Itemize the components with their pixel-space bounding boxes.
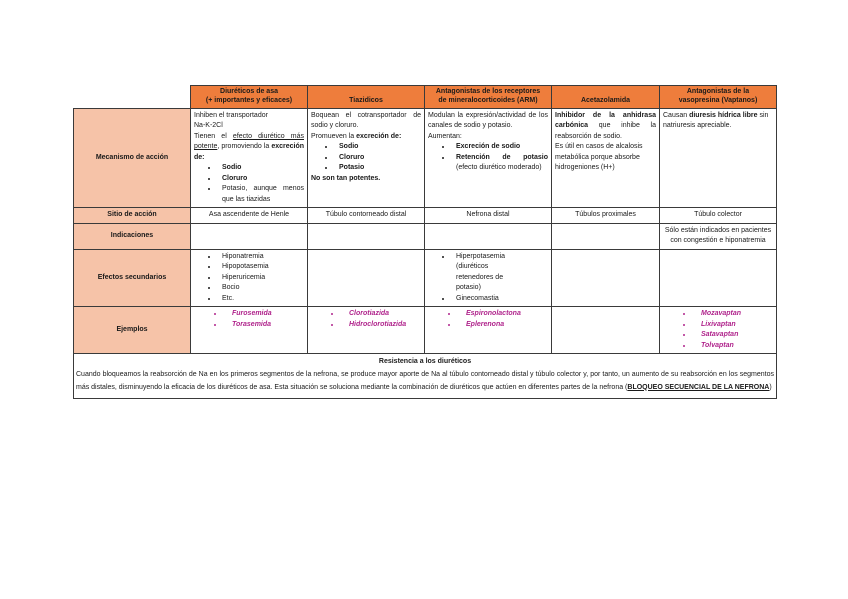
- row-label-sitio: Sitio de acción: [74, 208, 191, 224]
- list-item: • Sodio: [218, 163, 304, 174]
- row-label-ejemplos: Ejemplos: [74, 307, 191, 354]
- row-sitio: [74, 208, 777, 224]
- list-item: • Lixivaptan: [693, 320, 773, 331]
- cell-ejemplos-tiaz: [308, 307, 425, 354]
- list-item: • Potasio: [335, 163, 421, 174]
- list-item: • Espironolactona: [458, 309, 548, 320]
- row-label-efectos: Efectos secundarios: [74, 249, 191, 307]
- cell-mecanismo-asa: Inhiben el transportador Na-K-2Cl Tienen el efecto diurético más potente, promoviendo la excreción de: • Sodio • Cloruro • Potasio, aunque menos que las tiazidas: [191, 108, 308, 208]
- list-item: • Potasio, aunque menos que las tiazidas: [218, 184, 304, 205]
- header-arm: Antagonistas de los receptores de mineralocorticoides (ARM): [425, 86, 552, 109]
- header-acetazolamide: Acetazolamida: [552, 86, 660, 109]
- header-thiazides: Tiazidicos: [308, 86, 425, 109]
- row-resistencia: [74, 354, 777, 399]
- list-item: • Bocio: [218, 283, 304, 294]
- row-efectos: [74, 249, 777, 307]
- cell-mecanismo-arm: Modulan la expresión/actividad de los canales de sodio y potasio. Aumentan: • Excreción de sodio • Retención de potasio (efecto diurético moderado): [425, 108, 552, 208]
- corner-cell: [74, 86, 191, 109]
- diuretics-table: [73, 85, 777, 399]
- arm-examples-list: [428, 309, 548, 330]
- asa-examples-list: [194, 309, 304, 330]
- cell-ejemplos-acet: [552, 307, 660, 354]
- list-item: • Cloruro: [335, 153, 421, 164]
- cell-efectos-asa: [191, 249, 308, 307]
- row-indicaciones: [74, 223, 777, 249]
- cell-sitio-arm: Nefrona distal: [425, 208, 552, 224]
- list-item: • Retención de potasio (efecto diurético moderado): [452, 153, 548, 174]
- asa-side-effects-list: [194, 252, 304, 305]
- cell-sitio-vap: Túbulo colector: [660, 208, 777, 224]
- cell-sitio-asa: Asa ascendente de Henle: [191, 208, 308, 224]
- cell-sitio-acet: Túbulos proximales: [552, 208, 660, 224]
- list-item: • Hipopotasemia: [218, 262, 304, 273]
- list-item: • Hidroclorotiazida: [341, 320, 421, 331]
- list-item: • Ginecomastia: [452, 294, 510, 305]
- cell-ejemplos-arm: [425, 307, 552, 354]
- row-label-mecanismo: Mecanismo de acción: [74, 108, 191, 208]
- cell-indicaciones-asa: [191, 223, 308, 249]
- list-item: • Mozavaptan: [693, 309, 773, 320]
- resistencia-text: Cuando bloqueamos la reabsorción de Na en los primeros segmentos de la nefrona, se produce mayor aporte de Na al túbulo contorneado distal y túbulo colector y, por tanto, un aumento de su reabsorción en los segmentos más distales, disminuyendo la eficacia de los diuréticos de asa. Esta situación se soluciona mediante la combinación de diuréticos que actúen en diferentes partes de la nefrona (BLOQUEO SECUENCIAL DE LA NEFRONA): [76, 370, 774, 391]
- cell-indicaciones-acet: [552, 223, 660, 249]
- cell-resistencia: [74, 354, 777, 399]
- resistencia-title: Resistencia a los diuréticos: [378, 358, 472, 366]
- list-item: • Satavaptan: [693, 330, 773, 341]
- cell-sitio-tiaz: Túbulo contorneado distal: [308, 208, 425, 224]
- list-item: • Eplerenona: [458, 320, 548, 331]
- cell-efectos-arm: [425, 249, 552, 307]
- cell-ejemplos-vap: [660, 307, 777, 354]
- list-item: • Furosemida: [224, 309, 304, 320]
- list-item: • Cloruro: [218, 174, 304, 185]
- header-row: [74, 86, 777, 109]
- header-loop-diuretics: Diuréticos de asa (+ importantes y eficaces): [191, 86, 308, 109]
- list-item: • Tolvaptan: [693, 341, 773, 352]
- vap-examples-list: [663, 309, 773, 351]
- list-item: • Clorotiazida: [341, 309, 421, 320]
- cell-ejemplos-asa: [191, 307, 308, 354]
- list-item: • Sodio: [335, 142, 421, 153]
- cell-indicaciones-vap: Sólo están indicados en pacientes con congestión e hiponatremia: [660, 223, 777, 249]
- row-label-indicaciones: Indicaciones: [74, 223, 191, 249]
- row-ejemplos: [74, 307, 777, 354]
- arm-side-effects-list: [428, 252, 548, 305]
- list-item: • Torasemida: [224, 320, 304, 331]
- cell-mecanismo-acet: Inhibidor de la anhidrasa carbónica que inhibe la reabsorción de sodio. Es útil en casos de alcalosis metabólica porque absorbe hidrogeniones (H+): [552, 108, 660, 208]
- list-item: • Hiperpotasemia (diuréticos retenedores de potasio): [452, 252, 510, 294]
- cell-efectos-tiaz: [308, 249, 425, 307]
- cell-efectos-vap: [660, 249, 777, 307]
- list-item: • Hiperuricemia: [218, 273, 304, 284]
- tiaz-excretion-list: [311, 142, 421, 174]
- cell-mecanismo-tiaz: Boquean el cotransportador de sodio y cloruro. Promueven la excreción de: • Sodio • Cloruro • Potasio No son tan potentes.: [308, 108, 425, 208]
- cell-indicaciones-arm: [425, 223, 552, 249]
- row-mecanismo: [74, 108, 777, 208]
- cell-mecanismo-vap: Causan diuresis hídrica libre sin natriuresis apreciable.: [660, 108, 777, 208]
- cell-efectos-acet: [552, 249, 660, 307]
- tiaz-examples-list: [311, 309, 421, 330]
- list-item: • Hiponatremia: [218, 252, 304, 263]
- arm-effects-list: [428, 142, 548, 174]
- list-item: • Etc.: [218, 294, 304, 305]
- cell-indicaciones-tiaz: [308, 223, 425, 249]
- asa-excretion-list: [194, 163, 304, 205]
- header-vaptans: Antagonistas de la vasopresina (Vaptanos): [660, 86, 777, 109]
- list-item: • Excreción de sodio: [452, 142, 548, 153]
